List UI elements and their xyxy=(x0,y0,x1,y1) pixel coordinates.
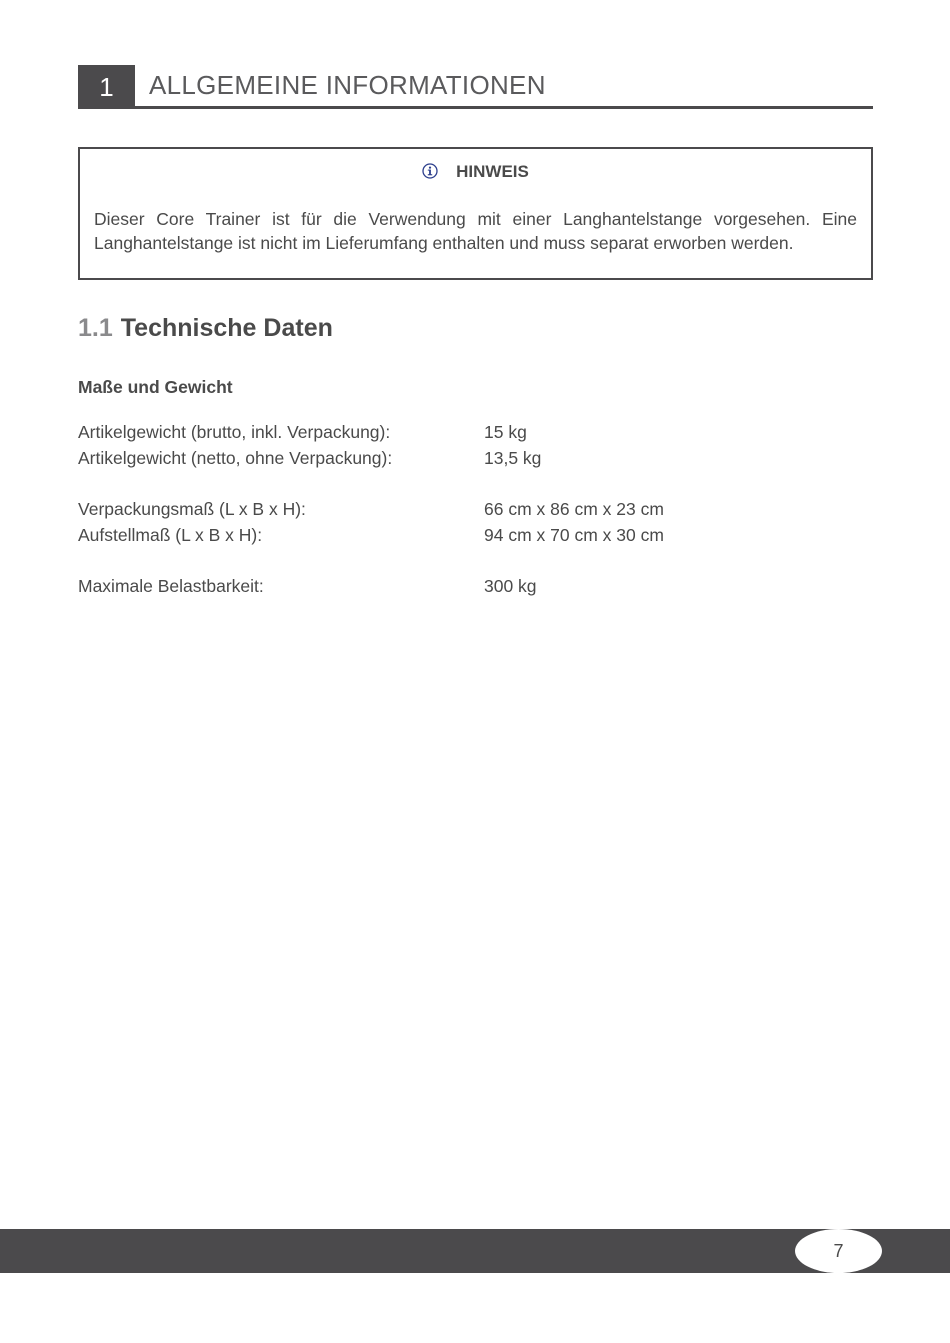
notice-box xyxy=(78,147,873,280)
spec-value-max-load: 300 kg xyxy=(484,576,537,596)
subsection-title: Maße und Gewicht xyxy=(78,377,233,397)
spec-label-assembled-size: Aufstellmaß (L x B x H): xyxy=(78,525,263,545)
spec-value-gross-weight: 15 kg xyxy=(484,422,527,442)
page-number: 7 xyxy=(795,1229,882,1273)
info-icon xyxy=(422,163,438,179)
spec-value-package-size: 66 cm x 86 cm x 23 cm xyxy=(484,499,664,519)
section-name: Technische Daten xyxy=(120,314,333,342)
spec-value-assembled-size: 94 cm x 70 cm x 30 cm xyxy=(484,525,664,545)
notice-text: Dieser Core Trainer ist für die Verwendung mit einer Langhantelstange vorgesehen. Eine Langhantelstange ist nicht im Lieferumfang enthalten und muss separat erworben werden. xyxy=(94,209,857,253)
chapter-title: ALLGEMEINE INFORMATIONEN xyxy=(149,70,546,100)
spec-label-gross-weight: Artikelgewicht (brutto, inkl. Verpackung): xyxy=(78,422,391,442)
spec-label-max-load: Maximale Belastbarkeit: xyxy=(78,576,264,596)
notice-heading-label: HINWEIS xyxy=(456,162,529,181)
spec-label-net-weight: Artikelgewicht (netto, ohne Verpackung): xyxy=(78,448,393,468)
spec-value-net-weight: 13,5 kg xyxy=(484,448,542,468)
spec-label-package-size: Verpackungsmaß (L x B x H): xyxy=(78,499,306,519)
chapter-rule xyxy=(135,106,873,109)
chapter-number: 1 xyxy=(78,65,135,109)
chapter-header xyxy=(78,65,873,109)
section-title xyxy=(78,314,333,343)
section-number: 1.1 xyxy=(78,314,113,342)
notice-heading xyxy=(80,162,871,182)
